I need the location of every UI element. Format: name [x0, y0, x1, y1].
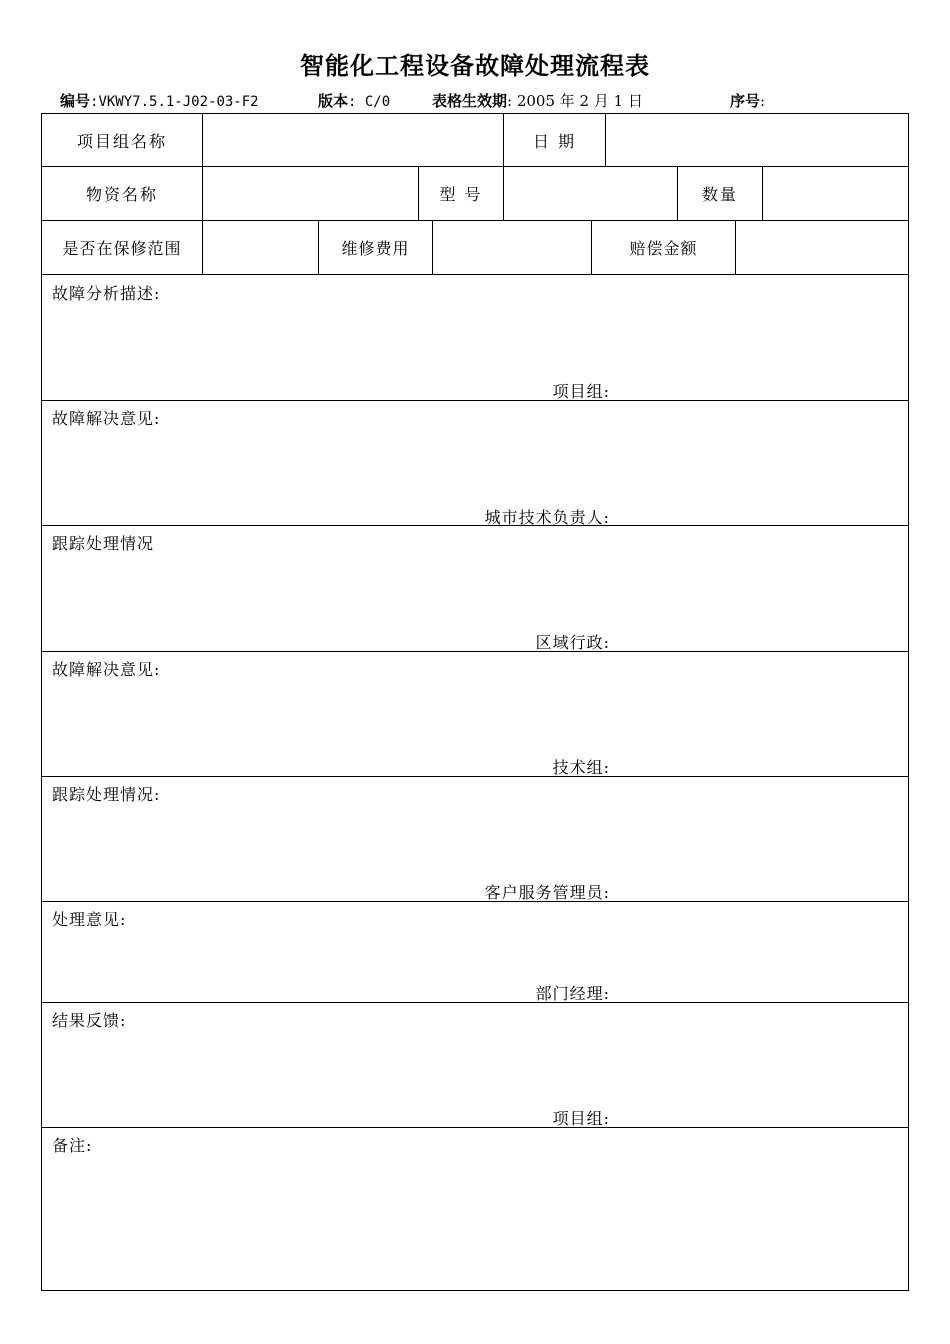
material-name-label: 物资名称	[85, 185, 158, 204]
project-group-name-field[interactable]	[203, 114, 503, 166]
project-group-name-label: 项目组名称	[76, 131, 167, 151]
quantity-label: 数量	[701, 185, 738, 204]
form-serial	[730, 90, 765, 110]
warranty-label: 是否在保修范围	[62, 239, 182, 258]
model-field[interactable]	[504, 167, 677, 220]
date-field[interactable]	[606, 114, 908, 166]
effective-label: 表格生效期	[432, 92, 508, 110]
compensation-label: 赔偿金额	[629, 239, 698, 258]
repair-cost-field[interactable]	[433, 221, 591, 274]
code-value: :VKWY7.5.1-J02-03-F2	[90, 94, 259, 110]
section-signature: 区域行政:	[535, 633, 610, 652]
section-signature: 技术组:	[552, 758, 610, 777]
effective-value: : 2005 年 2 月 1 日	[507, 92, 643, 110]
warranty-field[interactable]	[203, 221, 318, 274]
form-effective-date	[432, 90, 643, 110]
section-signature: 城市技术负责人:	[484, 508, 610, 527]
section-heading: 处理意见:	[52, 910, 127, 929]
form-title: 智能化工程设备故障处理流程表	[300, 51, 650, 80]
section-heading: 备注:	[52, 1136, 93, 1155]
model-label: 型 号	[439, 185, 483, 204]
version-value: : C/0	[348, 94, 391, 110]
section-signature: 项目组:	[552, 382, 610, 401]
form-version	[318, 90, 390, 110]
section-signature: 客户服务管理员:	[484, 883, 610, 902]
section-heading: 故障分析描述:	[52, 284, 161, 303]
section-signature: 项目组:	[552, 1109, 610, 1128]
section-heading: 结果反馈:	[52, 1011, 127, 1030]
compensation-field[interactable]	[736, 221, 908, 274]
material-name-field[interactable]	[203, 167, 418, 220]
code-label: 编号	[60, 92, 91, 110]
serial-label: 序号	[730, 92, 761, 110]
form-code	[60, 90, 259, 110]
section-heading: 故障解决意见:	[52, 409, 161, 428]
repair-cost-label: 维修费用	[341, 239, 410, 258]
date-label: 日 期	[532, 131, 577, 151]
quantity-field[interactable]	[763, 167, 908, 220]
section-heading: 故障解决意见:	[52, 660, 161, 679]
section-heading: 跟踪处理情况:	[52, 785, 161, 804]
section-signature: 部门经理:	[535, 984, 610, 1003]
version-label: 版本	[318, 92, 349, 110]
serial-value: :	[760, 92, 766, 110]
section-heading: 跟踪处理情况	[52, 534, 155, 553]
